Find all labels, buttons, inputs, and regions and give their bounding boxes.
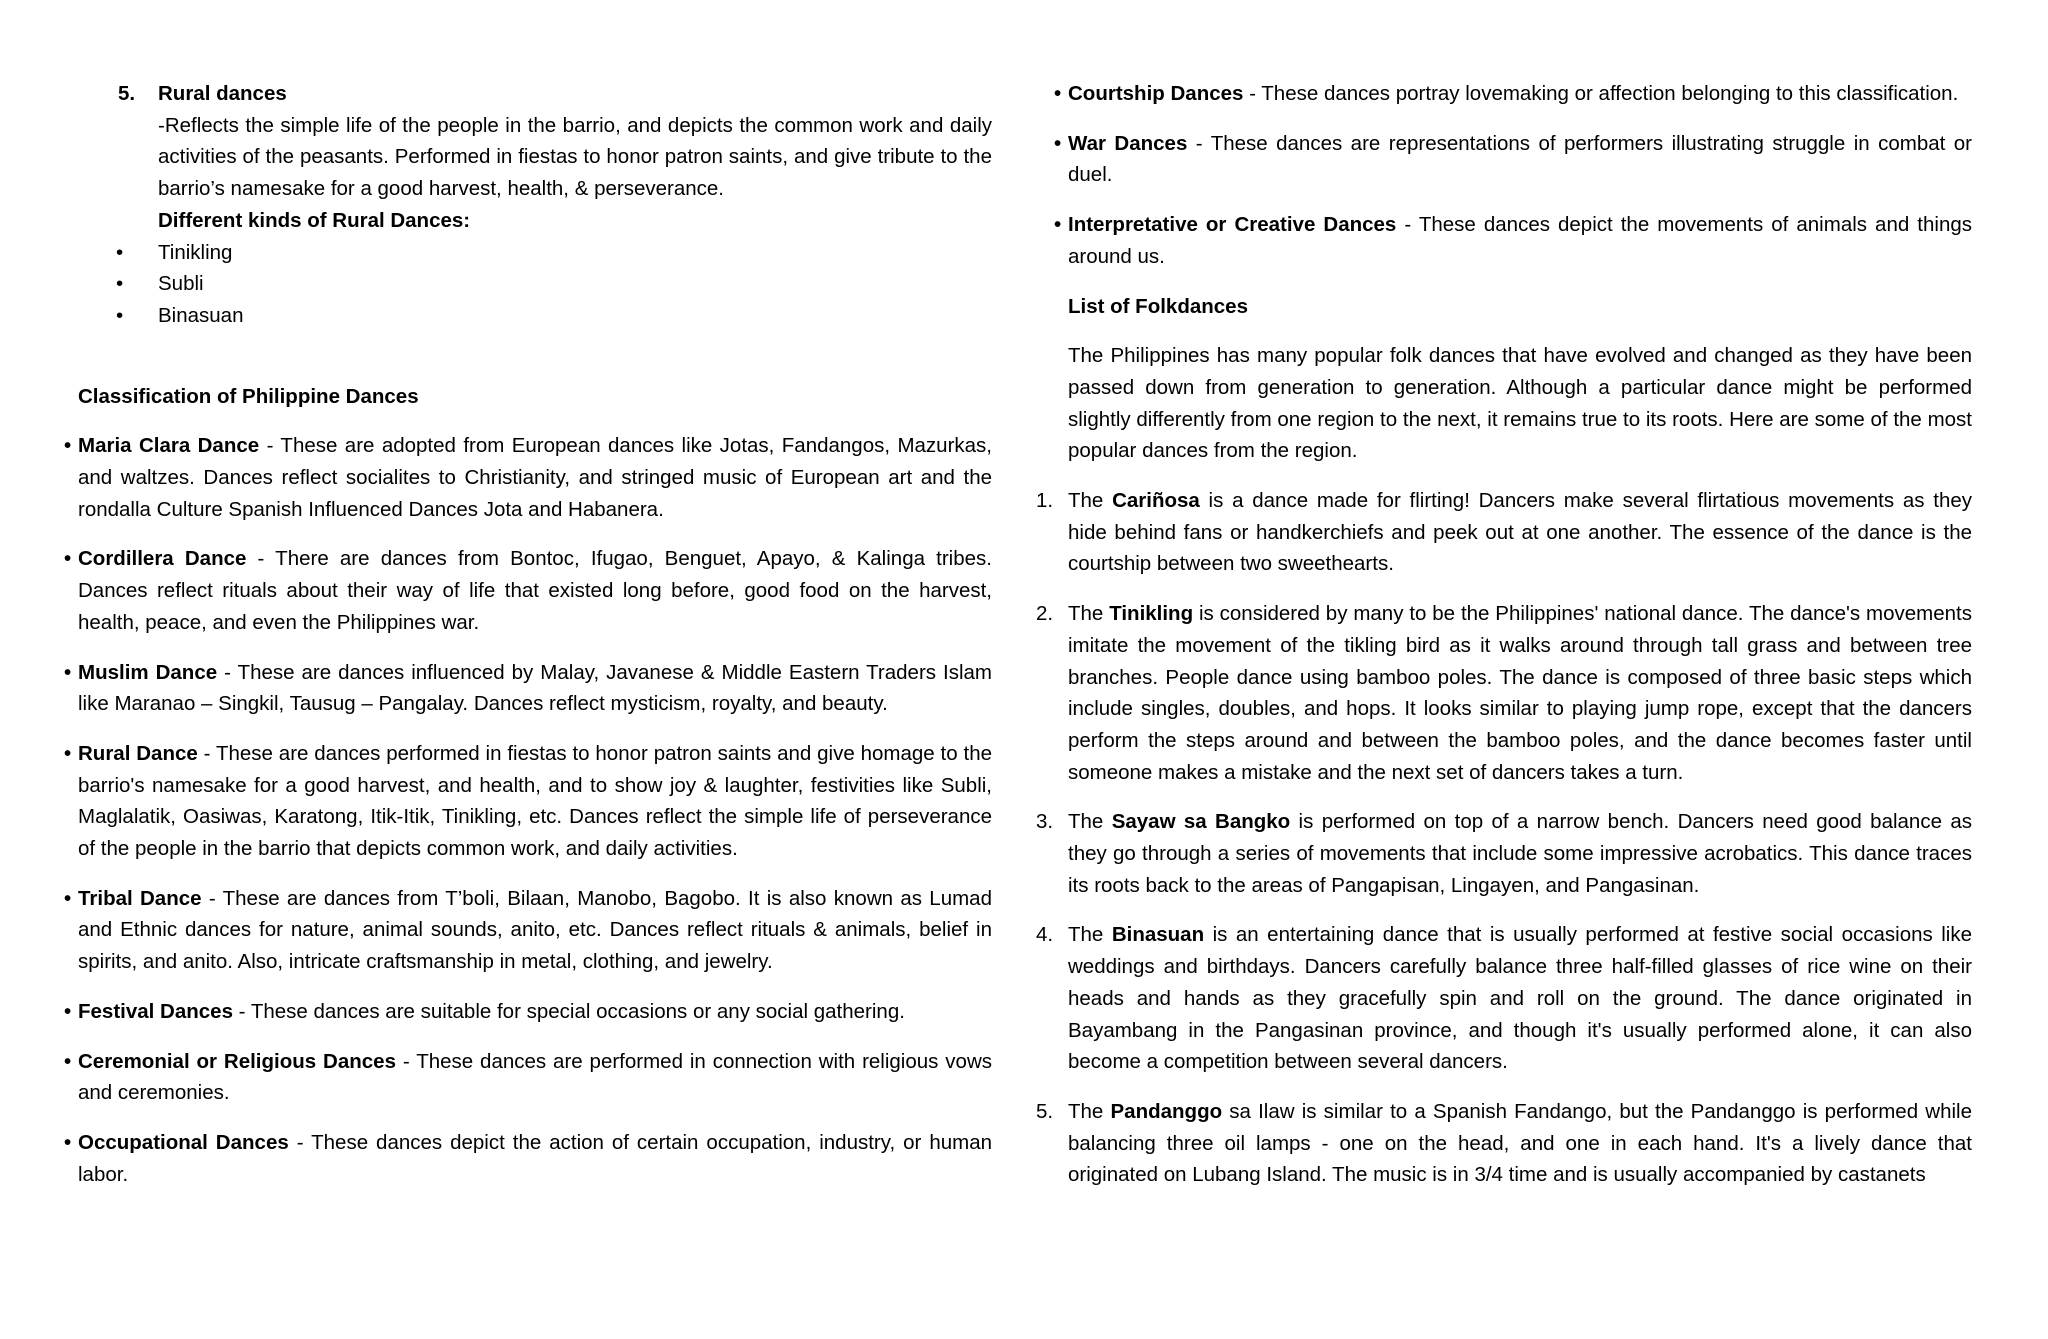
rural-dances-description: -Reflects the simple life of the people in the barrio, and depicts the common work and daily activities of the peasants. Performed in fiestas to honor patron saints, and give tribute to the barrio’s namesake for a good harvest, health, & perseverance. — [158, 113, 992, 201]
bullet-icon: • — [116, 303, 124, 327]
bullet-icon: • — [64, 741, 72, 765]
classification-list-continued — [1054, 78, 1972, 273]
bullet-icon: • — [64, 1130, 72, 1154]
list-item: • War Dances - These dances are representations of performers illustrating struggle in combat or duel. — [1068, 128, 1972, 191]
bullet-icon: • — [1054, 131, 1062, 155]
list-item: • Subli — [78, 268, 992, 300]
rural-dances-title: Rural dances — [158, 82, 287, 105]
folkdances-intro: The Philippines has many popular folk dances that have evolved and changed as they have been passed down from generation to generation. Although a particular dance might be performed slightly differently from one region to the next, it remains true to its roots. Here are some of the most popular dances from the region. — [1068, 344, 1972, 463]
right-column — [1036, 78, 1972, 1209]
list-item: • Rural Dance - These are dances performed in fiestas to honor patron saints and give homage to the barrio's namesake for a good harvest, and health, and to show joy & laughter, festivities like Subli, Maglalatik, Oasiwas, Karatong, Itik-Itik, Tinikling, etc. Dances reflect the simple life of perseverance of the people in the barrio that depicts common work, and daily activities. — [78, 738, 992, 865]
list-item: • Courtship Dances - These dances portray lovemaking or affection belonging to this classification. — [1068, 78, 1972, 110]
list-item: • Festival Dances - These dances are suitable for special occasions or any social gathering. — [78, 996, 992, 1028]
list-item: 1. The Cariñosa is a dance made for flirting! Dancers make several flirtatious movements as they hide behind fans or handkerchiefs and peek out at one another. The essence of the dance is the courtship between two sweethearts. — [1036, 489, 1972, 576]
rural-dances-kinds-title: Different kinds of Rural Dances: — [158, 208, 471, 232]
bullet-icon: • — [64, 434, 72, 458]
bullet-icon: • — [64, 886, 72, 910]
list-item: 4. The Binasuan is an entertaining dance that is usually performed at festive social occasions like weddings and birthdays. Dancers carefully balance three half-filled glasses of rice wine on their heads and hands as they gracefully spin and roll on the ground. The dance originated in Bayambang in the Pangasinan province, and though it's usually performed alone, it can also become a competition between several dancers. — [1036, 923, 1972, 1074]
bullet-icon: • — [1054, 82, 1062, 105]
bullet-icon: • — [64, 547, 72, 571]
list-item: • Cordillera Dance - There are dances from Bontoc, Ifugao, Benguet, Apayo, & Kalinga tribes. Dances reflect rituals about their way of life that existed long before, good food on the harvest, health, peace, and even the Philippines war. — [78, 543, 992, 638]
rural-dances-item — [78, 78, 992, 237]
list-item: • Tribal Dance - These are dances from T’boli, Bilaan, Manobo, Bagobo. It is also known as Lumad and Ethnic dances for nature, animal sounds, anito, etc. Dances reflect rituals & animals, belief in spirits, and anito. Also, intricate craftsmanship in metal, clothing, and jewelry. — [78, 883, 992, 978]
list-item: 3. The Sayaw sa Bangko is performed on top of a narrow bench. Dancers need good balance as they go through a series of movements that include some impressive acrobatics. This dance traces its roots back to the areas of Pangapisan, Lingayen, and Pangasinan. — [1036, 810, 1972, 897]
list-item: • Tinikling — [78, 237, 992, 269]
list-item: 2. The Tinikling is considered by many to be the Philippines' national dance. The dance's movements imitate the movement of the tikling bird as it walks around through tall grass and between tree branches. People dance using bamboo poles. The dance is composed of three basic steps which include singles, doubles, and hops. It looks similar to playing jump rope, except that the dancers perform the steps around and between the bamboo poles, and the dance becomes faster until someone makes a mistake and the next set of dancers takes a turn. — [1036, 602, 1972, 784]
bullet-icon: • — [116, 240, 124, 264]
list-item: 5. The Pandanggo sa Ilaw is similar to a Spanish Fandango, but the Pandanggo is performed while balancing three oil lamps - one on the head, and one in each hand. It's a lively dance that originated on Lubang Island. The music is in 3/4 time and is usually accompanied by castanets — [1036, 1099, 1972, 1187]
rural-dances-number: 5. — [118, 82, 136, 105]
left-column — [64, 78, 992, 1208]
bullet-icon: • — [64, 999, 72, 1023]
list-item: • Occupational Dances - These dances depict the action of certain occupation, industry, or human labor. — [78, 1127, 992, 1190]
bullet-icon: • — [116, 272, 124, 296]
bullet-icon: • — [64, 1049, 72, 1073]
classification-heading: Classification of Philippine Dances — [78, 384, 419, 408]
list-item: • Binasuan — [78, 300, 992, 332]
rural-dances-kinds-list — [78, 237, 992, 332]
folkdances-heading: List of Folkdances — [1068, 294, 1248, 318]
list-item: • Ceremonial or Religious Dances - These dances are performed in connection with religious vows and ceremonies. — [78, 1046, 992, 1109]
folkdances-list — [1036, 485, 1972, 1191]
list-item: • Maria Clara Dance - These are adopted from European dances like Jotas, Fandangos, Mazurkas, and waltzes. Dances reflect socialites to Christianity, and stringed music of European art and the rondalla Culture Spanish Influenced Dances Jota and Habanera. — [78, 430, 992, 525]
list-item: • Interpretative or Creative Dances - These dances depict the movements of animals and things around us. — [1068, 209, 1972, 272]
bullet-icon: • — [1054, 213, 1062, 237]
bullet-icon: • — [64, 660, 72, 684]
classification-list — [64, 430, 992, 1190]
list-item: • Muslim Dance - These are dances influenced by Malay, Javanese & Middle Eastern Traders Islam like Maranao – Singkil, Tausug – Pangalay. Dances reflect mysticism, royalty, and beauty. — [78, 657, 992, 720]
